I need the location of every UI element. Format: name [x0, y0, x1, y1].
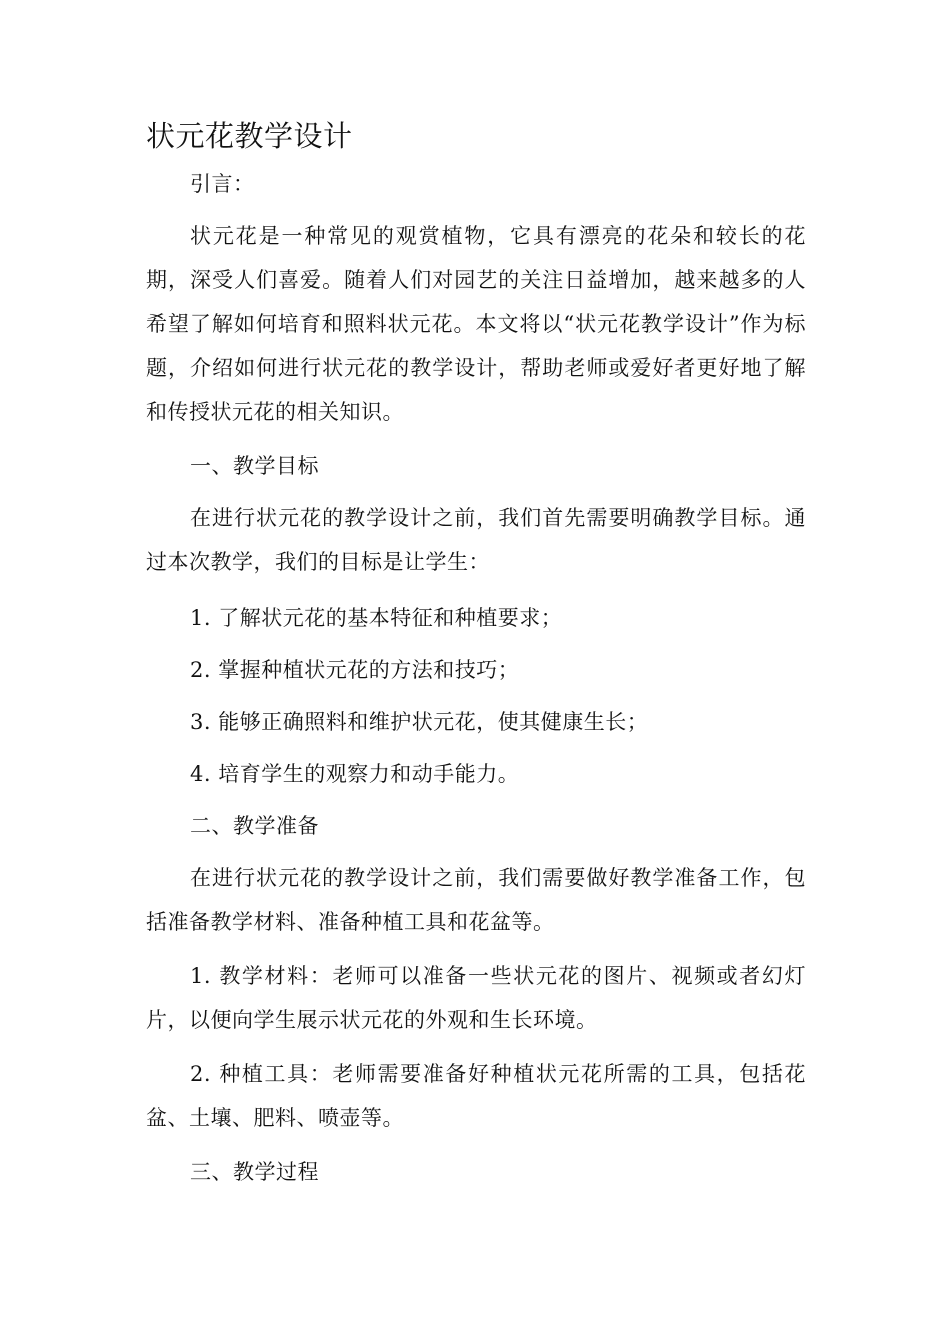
section-heading-preparation: 二、教学准备 [190, 814, 319, 838]
preparation-item-2: 2. 种植工具：老师需要准备好种植状元花所需的工具，包括花盆、土壤、肥料、喷壶等。 [146, 1062, 806, 1130]
preparation-item-1: 1. 教学材料：老师可以准备一些状元花的图片、视频或者幻灯片，以便向学生展示状元花的外观和生长环境。 [146, 964, 806, 1032]
intro-label: 引言： [190, 172, 255, 196]
document-title: 状元花教学设计 [146, 119, 353, 153]
section-heading-objectives: 一、教学目标 [190, 454, 319, 478]
objectives-paragraph: 在进行状元花的教学设计之前，我们首先需要明确教学目标。通过本次教学，我们的目标是让学生： [146, 506, 806, 574]
section-heading-process: 三、教学过程 [190, 1160, 319, 1184]
objective-item-3: 3. 能够正确照料和维护状元花，使其健康生长； [190, 710, 649, 734]
intro-paragraph: 状元花是一种常见的观赏植物，它具有漂亮的花朵和较长的花期，深受人们喜爱。随着人们对园艺的关注日益增加，越来越多的人希望了解如何培育和照料状元花。本文将以“状元花教学设计”作为标题，介绍如何进行状元花的教学设计，帮助老师或爱好者更好地了解和传授状元花的相关知识。 [146, 224, 806, 424]
objective-item-1: 1. 了解状元花的基本特征和种植要求； [190, 606, 563, 630]
objective-item-2: 2. 掌握种植状元花的方法和技巧； [190, 658, 520, 682]
preparation-paragraph: 在进行状元花的教学设计之前，我们需要做好教学准备工作，包括准备教学材料、准备种植工具和花盆等。 [146, 866, 806, 934]
objective-item-4: 4. 培育学生的观察力和动手能力。 [190, 762, 520, 786]
